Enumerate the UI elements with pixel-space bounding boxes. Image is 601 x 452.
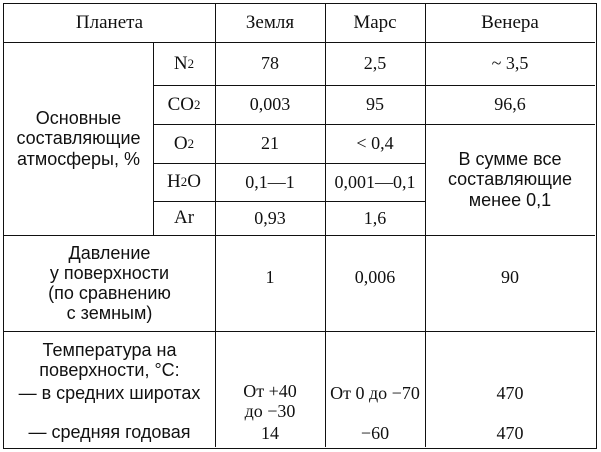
gas-o2-base: O [173, 132, 188, 154]
earth-o2: 21 [261, 133, 279, 154]
gas-h2o-base: H [167, 171, 181, 193]
mars-pressure: 0,006 [354, 266, 396, 287]
mars-temp-mid: От 0 до −70 [330, 382, 420, 403]
venus-temp-mid: 470 [496, 382, 524, 403]
earth-temp-mid: От +40 до −30 [243, 380, 297, 421]
gas-co2: CO 2 [167, 93, 201, 115]
header-venus: Венера [481, 12, 539, 34]
gas-co2-base: CO [167, 93, 194, 115]
earth-pressure: 1 [265, 266, 275, 287]
header-earth: Земля [245, 12, 295, 34]
rule-pressure-bottom [4, 331, 595, 332]
mars-ar: 1,6 [363, 207, 387, 228]
temperature-mid-latitudes-label: — в средних широтах [18, 382, 201, 403]
gas-n2-base: N [173, 52, 188, 74]
earth-h2o: 0,1—1 [245, 171, 295, 192]
mars-h2o: 0,001—0,1 [334, 171, 416, 192]
earth-ar: 0,93 [254, 207, 286, 228]
atmosphere-label: Основные составляющие атмосферы, % [16, 108, 141, 169]
temperature-mean-label: — средняя годовая [28, 421, 191, 442]
venus-others-merged: В сумме все составляющие менее 0,1 [447, 149, 573, 210]
mars-temp-mean: −60 [360, 422, 390, 443]
earth-temp-mean: 14 [261, 422, 279, 443]
gas-ar: Ar [173, 207, 195, 229]
venus-pressure: 90 [501, 266, 519, 287]
mars-co2: 95 [366, 94, 384, 115]
temperature-label: Температура на поверхности, °C: [39, 339, 180, 380]
gas-h2o: H 2 O [167, 171, 201, 193]
planet-atmosphere-table [3, 3, 597, 449]
mars-n2: 2,5 [363, 53, 387, 74]
pressure-label: Давление у поверхности (по сравнению с земным) [48, 242, 171, 324]
venus-co2: 96,6 [494, 94, 526, 115]
header-planet: Планета [75, 12, 144, 34]
header-mars: Марс [353, 12, 397, 34]
gas-n2: N 2 [173, 52, 195, 74]
earth-n2: 78 [261, 53, 279, 74]
mars-o2: < 0,4 [356, 133, 394, 154]
venus-temp-mean: 470 [496, 422, 524, 443]
venus-n2: ~ 3,5 [491, 53, 529, 74]
gas-o2: O 2 [173, 132, 195, 154]
gas-h2o-tail: O [187, 171, 201, 193]
earth-co2: 0,003 [249, 94, 291, 115]
